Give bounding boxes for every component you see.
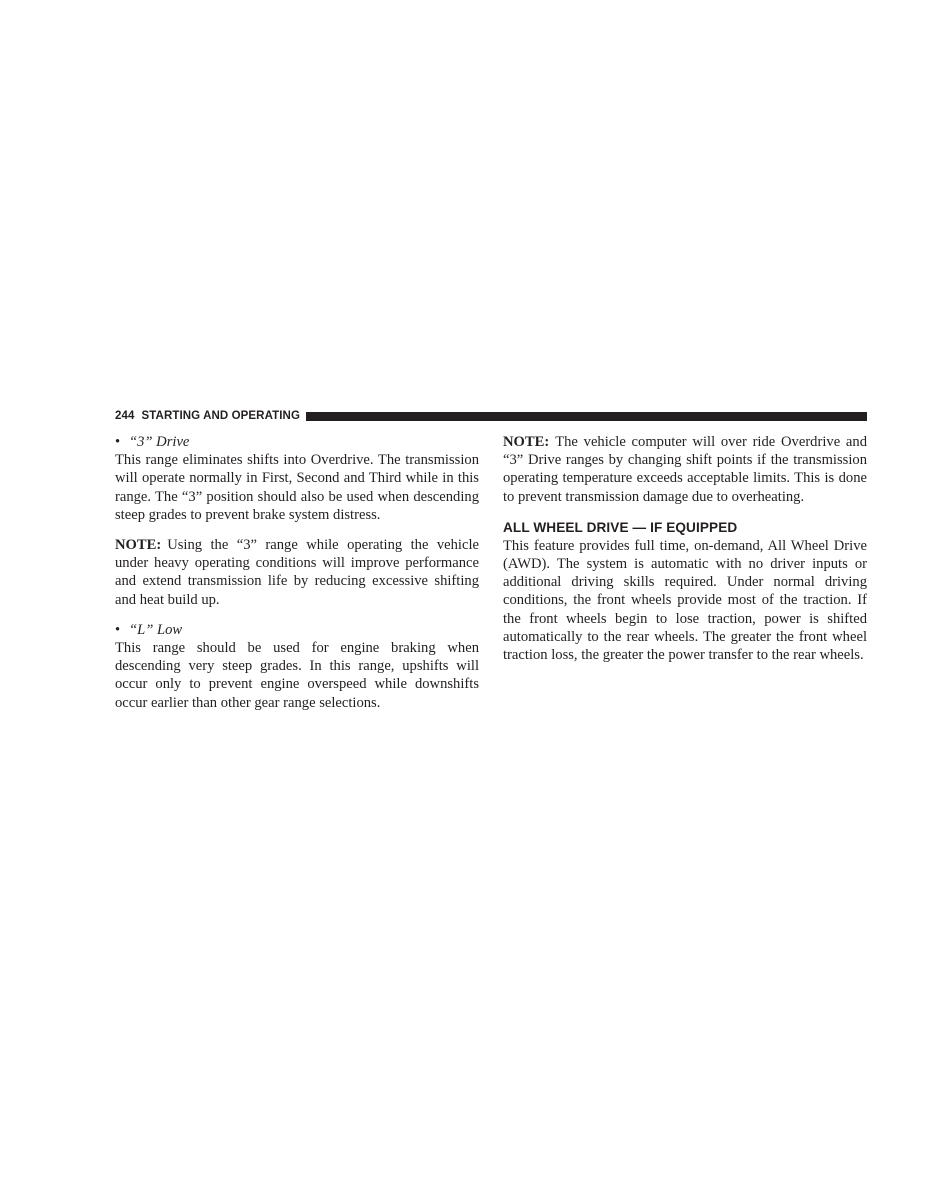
bullet-marker: • [115, 621, 121, 638]
paragraph-3-drive: This range eliminates shifts into Overdrive. The transmission will operate normally in First, Second and Third while in this range. The “3” position should also be used when descending steep grades to prevent brake system distress. [115, 452, 479, 523]
bullet-3-drive [115, 433, 479, 451]
bullet-marker: • [115, 434, 121, 450]
right-column [503, 433, 867, 664]
paragraph-all-wheel-drive: This feature provides full time, on-demand, All Wheel Drive (AWD). The system is automatic with no driver inputs or additional driving skills required. Under normal driving conditions, the front wheels provide most of the traction. If the front wheels begin to lose traction, power is shifted automatically to the rear wheels. The greater the front wheel traction loss, the greater the power transfer to the rear wheels. [503, 537, 867, 664]
note-text: Using the “3” range while operating the vehicle under heavy operating conditions will improve performance and extend transmission life by reducing excessive shifting and heat build up. [115, 537, 479, 608]
note-3-range [115, 536, 479, 609]
note-label: NOTE: [503, 434, 550, 450]
bullet-title-l-low: “L” Low [129, 621, 183, 638]
paragraph-l-low: This range should be used for engine braking when descending very steep grades. In this range, upshifts will occur only to prevent engine overspeed while downshifts occur earlier than other gear range selections. [115, 640, 479, 711]
page-number: 244 [115, 410, 135, 422]
page-header [115, 407, 867, 425]
left-column [115, 433, 479, 712]
note-overdrive [503, 433, 867, 506]
note-text: The vehicle computer will over ride Overdrive and “3” Drive ranges by changing shift points if the transmission operating temperature exceeds acceptable limits. This is done to prevent transmission damage due to overheating. [503, 434, 867, 505]
header-rule [306, 412, 867, 421]
heading-all-wheel-drive: ALL WHEEL DRIVE — IF EQUIPPED [503, 519, 738, 535]
bullet-title-3-drive: “3” Drive [129, 434, 190, 450]
bullet-l-low [115, 621, 479, 639]
note-label: NOTE: [115, 537, 162, 554]
section-title: STARTING AND OPERATING [141, 410, 301, 422]
